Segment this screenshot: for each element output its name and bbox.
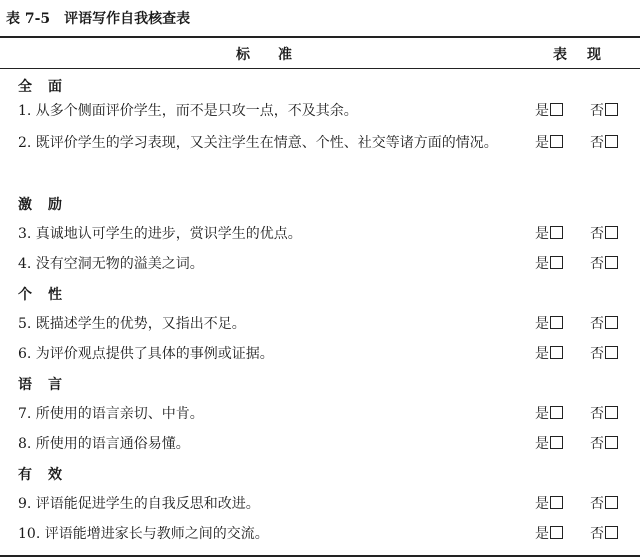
item-10: 10. 评语能增进家长与教师之间的交流。 [18, 526, 269, 542]
yes-label: 是 [535, 526, 549, 542]
no-label: 否 [590, 496, 604, 512]
no-label: 否 [590, 436, 604, 452]
item-4-no-checkbox[interactable] [590, 253, 618, 275]
no-label: 否 [590, 346, 604, 362]
yes-label: 是 [535, 406, 549, 422]
item-6-no-checkbox[interactable] [590, 343, 618, 365]
yes-label: 是 [535, 316, 549, 332]
checkbox-icon [550, 496, 563, 509]
checkbox-icon [550, 226, 563, 239]
no-label: 否 [590, 316, 604, 332]
item-2-yes-checkbox[interactable] [535, 132, 563, 154]
yes-label: 是 [535, 103, 549, 119]
yes-label: 是 [535, 496, 549, 512]
header-standard: 标准 [236, 47, 320, 63]
item-4-yes-checkbox[interactable] [535, 253, 563, 275]
checkbox-icon [605, 526, 618, 539]
item-8: 8. 所使用的语言通俗易懂。 [18, 436, 190, 452]
checkbox-icon [550, 526, 563, 539]
checkbox-icon [605, 346, 618, 359]
item-4: 4. 没有空洞无物的溢美之词。 [18, 256, 204, 272]
item-5: 5. 既描述学生的优势，又指出不足。 [18, 316, 246, 332]
item-1-yes-checkbox[interactable] [535, 100, 563, 122]
section-title-motivation: 激励 [18, 197, 78, 213]
table-header [0, 38, 640, 69]
checkbox-icon [550, 103, 563, 116]
no-label: 否 [590, 256, 604, 272]
checkbox-icon [550, 256, 563, 269]
item-6: 6. 为评价观点提供了具体的事例或证据。 [18, 346, 274, 362]
self-check-table [0, 36, 640, 557]
checkbox-icon [605, 226, 618, 239]
item-6-yes-checkbox[interactable] [535, 343, 563, 365]
yes-label: 是 [535, 226, 549, 242]
item-7-no-checkbox[interactable] [590, 403, 618, 425]
item-3: 3. 真诚地认可学生的进步，赏识学生的优点。 [18, 226, 302, 242]
item-10-yes-checkbox[interactable] [535, 523, 563, 545]
checkbox-icon [550, 346, 563, 359]
section-title-comprehensive: 全面 [18, 79, 78, 95]
no-label: 否 [590, 526, 604, 542]
no-label: 否 [590, 103, 604, 119]
item-2-no-checkbox[interactable] [590, 132, 618, 154]
checkbox-icon [550, 316, 563, 329]
table-caption [6, 8, 190, 28]
no-label: 否 [590, 406, 604, 422]
item-10-no-checkbox[interactable] [590, 523, 618, 545]
yes-label: 是 [535, 346, 549, 362]
item-2: 2. 既评价学生的学习表现，又关注学生在情意、个性、社交等诸方面的情况。 [18, 135, 498, 151]
yes-label: 是 [535, 256, 549, 272]
checkbox-icon [550, 406, 563, 419]
checkbox-icon [605, 135, 618, 148]
item-7: 7. 所使用的语言亲切、中肯。 [18, 406, 204, 422]
item-1-no-checkbox[interactable] [590, 100, 618, 122]
table-number: 表 7-5 [6, 11, 51, 27]
item-9-yes-checkbox[interactable] [535, 493, 563, 515]
item-8-no-checkbox[interactable] [590, 433, 618, 455]
item-3-yes-checkbox[interactable] [535, 223, 563, 245]
section-title-effectiveness: 有效 [18, 467, 78, 483]
item-9-no-checkbox[interactable] [590, 493, 618, 515]
yes-label: 是 [535, 135, 549, 151]
item-1: 1. 从多个侧面评价学生，而不是只攻一点，不及其余。 [18, 103, 358, 119]
item-3-no-checkbox[interactable] [590, 223, 618, 245]
no-label: 否 [590, 135, 604, 151]
checkbox-icon [605, 406, 618, 419]
no-label: 否 [590, 226, 604, 242]
item-5-yes-checkbox[interactable] [535, 313, 563, 335]
section-title-individuality: 个性 [18, 287, 78, 303]
section-title-language: 语言 [18, 377, 78, 393]
yes-label: 是 [535, 436, 549, 452]
item-7-yes-checkbox[interactable] [535, 403, 563, 425]
header-performance: 表现 [553, 47, 621, 63]
checkbox-icon [605, 496, 618, 509]
checkbox-icon [605, 103, 618, 116]
item-9: 9. 评语能促进学生的自我反思和改进。 [18, 496, 260, 512]
checkbox-icon [550, 436, 563, 449]
checkbox-icon [605, 256, 618, 269]
item-8-yes-checkbox[interactable] [535, 433, 563, 455]
checkbox-icon [605, 316, 618, 329]
checkbox-icon [605, 436, 618, 449]
checkbox-icon [550, 135, 563, 148]
item-5-no-checkbox[interactable] [590, 313, 618, 335]
table-title: 评语写作自我核查表 [64, 11, 191, 27]
